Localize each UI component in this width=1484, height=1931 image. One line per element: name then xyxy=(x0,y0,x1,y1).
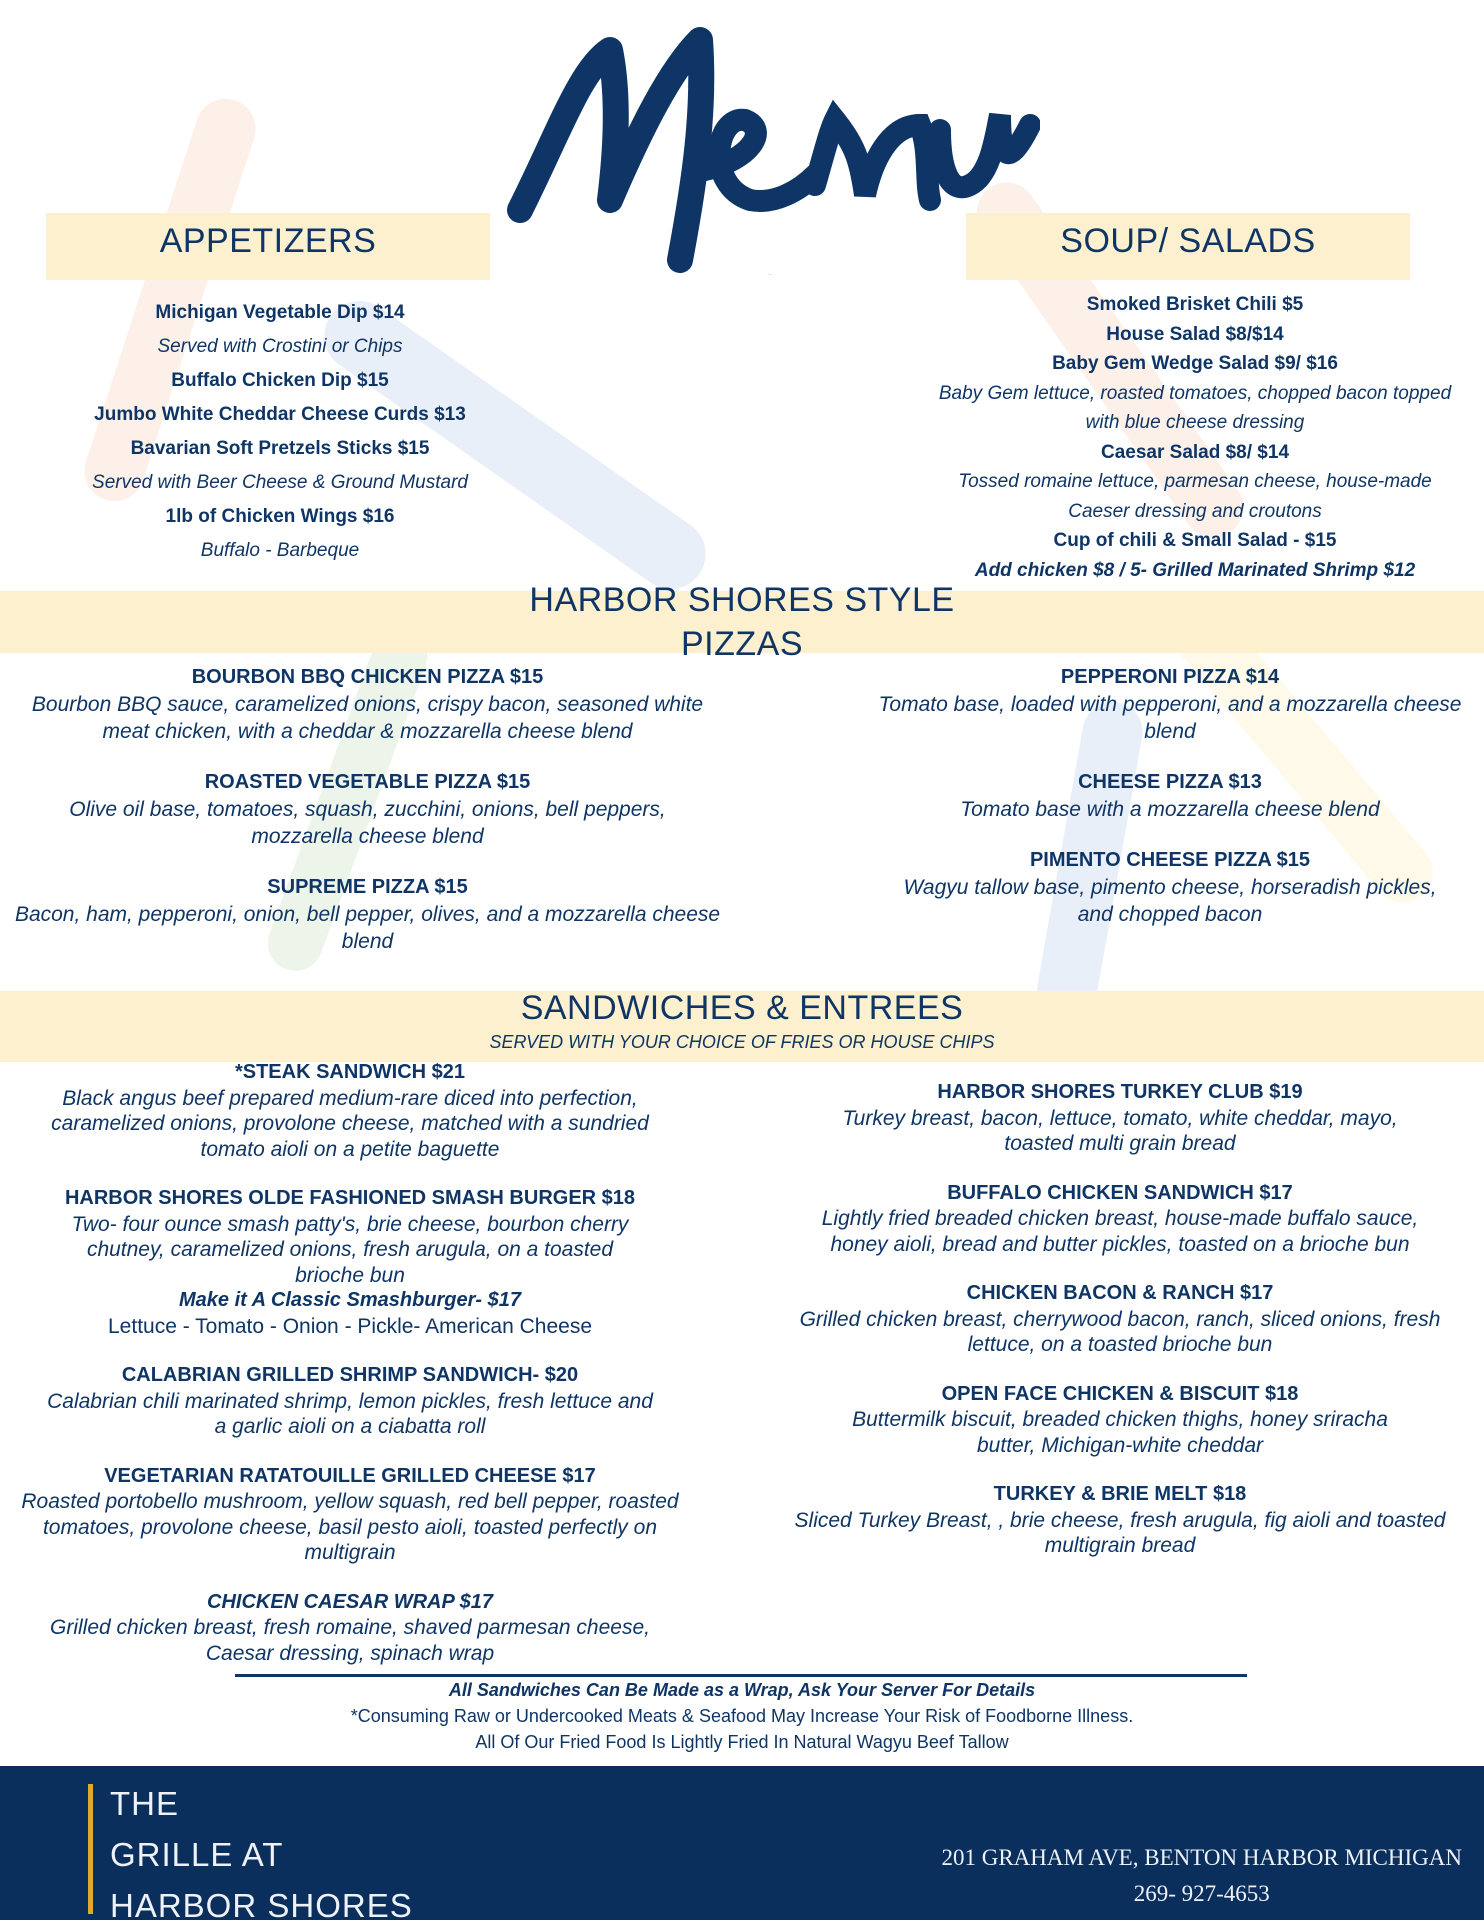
sandwiches-subheading: SERVED WITH YOUR CHOICE OF FRIES OR HOUSE CHIPS xyxy=(489,1032,995,1052)
pizza-title: SUPREME PIZZA $15 xyxy=(267,876,468,898)
menu-item-title: Jumbo White Cheddar Cheese Curds $13 xyxy=(94,404,466,425)
sandwiches-left xyxy=(20,1060,680,1666)
appetizers-heading: APPETIZERS xyxy=(159,222,377,260)
brand-accent-bar xyxy=(88,1784,93,1914)
address: 201 GRAHAM AVE, BENTON HARBOR MICHIGAN xyxy=(941,1845,1462,1870)
menu-item-desc: Served with Crostini or Chips xyxy=(157,336,403,357)
menu-item-desc: Tossed romaine lettuce, parmesan cheese, house-made Caeser dressing and croutons xyxy=(958,471,1432,522)
menu-item-desc: Baby Gem lettuce, roasted tomatoes, chopped bacon topped with blue cheese dressing xyxy=(938,382,1452,433)
menu-item-title: Caesar Salad $8/ $14 xyxy=(1100,441,1290,463)
pizza-desc: Olive oil base, tomatoes, squash, zucchini, onions, bell peppers, mozzarella cheese blend xyxy=(69,798,666,848)
sandwich-title: OPEN FACE CHICKEN & BISCUIT $18 xyxy=(941,1382,1299,1405)
pizza-title: PEPPERONI PIZZA $14 xyxy=(1060,666,1280,688)
sandwich-desc: Lightly fried breaded chicken breast, house-made buffalo sauce, honey aioli, bread and butter pickles, toasted on a brioche bun xyxy=(821,1207,1419,1256)
menu-item-title: Bavarian Soft Pretzels Sticks $15 xyxy=(130,438,430,459)
pizzas-heading-line1: HARBOR SHORES STYLE xyxy=(529,581,955,619)
appetizers-section xyxy=(46,222,490,261)
menu-item-title: Michigan Vegetable Dip $14 xyxy=(155,302,405,323)
soups-list xyxy=(910,290,1480,585)
sandwich-title: CHICKEN CAESAR WRAP $17 xyxy=(207,1590,493,1613)
pizza-desc: Tomato base, loaded with pepperoni, and a mozzarella cheese blend xyxy=(878,693,1462,743)
menu-item-title: Buffalo Chicken Dip $15 xyxy=(171,370,389,391)
pizzas-heading-line2: PIZZAS xyxy=(680,625,804,663)
sandwich-desc: Buttermilk biscuit, breaded chicken thighs, honey sriracha butter, Michigan-white cheddar xyxy=(852,1408,1388,1457)
menu-item-title: Smoked Brisket Chili $5 xyxy=(1086,294,1304,315)
smashburger-option-title: Make it A Classic Smashburger- $17 xyxy=(179,1289,521,1311)
pizza-desc: Bacon, ham, pepperoni, onion, bell pepper, olives, and a mozzarella cheese blend xyxy=(14,903,721,953)
contact-info xyxy=(941,1840,1462,1912)
pizza-title: PIMENTO CHEESE PIZZA $15 xyxy=(1029,849,1311,871)
menu-item-desc: Served with Beer Cheese & Ground Mustard xyxy=(92,472,468,493)
sandwich-desc: Roasted portobello mushroom, yellow squash, red bell pepper, roasted tomatoes, provolone cheese, basil pesto aioli, toasted perfectly on multigrain xyxy=(21,1490,679,1564)
menu-item-title: Baby Gem Wedge Salad $9/ $16 xyxy=(1052,353,1338,374)
sandwiches-right xyxy=(790,1080,1450,1559)
appetizers-list xyxy=(30,296,530,568)
pizza-desc: Tomato base with a mozzarella cheese blend xyxy=(960,798,1380,821)
sandwich-desc: Black angus beef prepared medium-rare diced into perfection, caramelized onions, provolone cheese, matched with a sundried tomato aioli on a petite baguette xyxy=(51,1086,649,1161)
sandwich-desc: Grilled chicken breast, fresh romaine, shaved parmesan cheese, Caesar dressing, spinach wrap xyxy=(50,1616,650,1665)
footer xyxy=(0,1766,1484,1924)
pizzas-heading xyxy=(0,578,1484,666)
menu-item-title: House Salad $8/$14 xyxy=(1106,323,1284,345)
sandwich-desc: Sliced Turkey Breast, , brie cheese, fresh arugula, fig aioli and toasted multigrain bread xyxy=(794,1508,1446,1557)
sandwich-desc: Turkey breast, bacon, lettuce, tomato, white cheddar, mayo, toasted multi grain bread xyxy=(842,1106,1398,1155)
menu-item-title: 1lb of Chicken Wings $16 xyxy=(165,506,395,527)
menu-item-title: Cup of chili & Small Salad - $15 xyxy=(1053,530,1337,551)
fried-food-note: All Of Our Fried Food Is Lightly Fried In Natural Wagyu Beef Tallow xyxy=(475,1732,1009,1752)
sandwich-title: *STEAK SANDWICH $21 xyxy=(234,1061,466,1083)
menu-title-script xyxy=(500,10,1040,280)
sandwiches-heading xyxy=(0,989,1484,1053)
sandwich-title: HARBOR SHORES TURKEY CLUB $19 xyxy=(937,1081,1303,1103)
sandwich-title: VEGETARIAN RATATOUILLE GRILLED CHEESE $17 xyxy=(104,1464,596,1487)
sandwich-title: TURKEY & BRIE MELT $18 xyxy=(993,1483,1247,1505)
pizzas-right xyxy=(870,664,1470,928)
pizza-title: BOURBON BBQ CHICKEN PIZZA $15 xyxy=(191,666,544,688)
brand-line: THE xyxy=(110,1785,179,1822)
sandwiches-heading-title: SANDWICHES & ENTREES xyxy=(520,989,964,1027)
menu-item-desc: Buffalo - Barbeque xyxy=(200,540,360,561)
brand-line: HARBOR SHORES xyxy=(110,1887,413,1924)
sandwich-desc: Two- four ounce smash patty's, brie cheese, bourbon cherry chutney, caramelized onions, fresh arugula, on a toasted brioche bun xyxy=(71,1212,629,1287)
notes-section xyxy=(0,1677,1484,1755)
wrap-note: All Sandwiches Can Be Made as a Wrap, Ask Your Server For Details xyxy=(448,1680,1036,1700)
smashburger-option-desc: Lettuce - Tomato - Onion - Pickle- American Cheese xyxy=(108,1314,592,1338)
sandwich-desc: Calabrian chili marinated shrimp, lemon pickles, fresh lettuce and a garlic aioli on a ciabatta roll xyxy=(47,1389,653,1438)
pizza-desc: Bourbon BBQ sauce, caramelized onions, crispy bacon, seasoned white meat chicken, with a cheddar & mozzarella cheese blend xyxy=(31,693,704,743)
sandwich-title: BUFFALO CHICKEN SANDWICH $17 xyxy=(947,1181,1293,1204)
raw-meat-note: *Consuming Raw or Undercooked Meats & Seafood May Increase Your Risk of Foodborne Illness. xyxy=(350,1706,1134,1726)
sandwich-title: HARBOR SHORES OLDE FASHIONED SMASH BURGER $18 xyxy=(64,1187,636,1209)
pizzas-left xyxy=(10,664,725,955)
brand-line: GRILLE AT xyxy=(110,1836,284,1873)
soups-addon: Add chicken $8 / 5- Grilled Marinated Shrimp $12 xyxy=(974,559,1416,581)
restaurant-brand xyxy=(110,1778,413,1931)
pizza-desc: Wagyu tallow base, pimento cheese, horseradish pickles, and chopped bacon xyxy=(903,876,1437,926)
sandwich-title: CHICKEN BACON & RANCH $17 xyxy=(966,1282,1274,1304)
sandwich-title: CALABRIAN GRILLED SHRIMP SANDWICH- $20 xyxy=(121,1364,579,1386)
pizza-title: ROASTED VEGETABLE PIZZA $15 xyxy=(204,771,531,793)
soups-heading: SOUP/ SALADS xyxy=(1060,222,1316,260)
sandwich-desc: Grilled chicken breast, cherrywood bacon, ranch, sliced onions, fresh lettuce, on a toasted brioche bun xyxy=(799,1307,1441,1356)
phone: 269- 927-4653 xyxy=(1133,1881,1270,1906)
menu-title-text: Menu xyxy=(768,275,772,276)
pizza-title: CHEESE PIZZA $13 xyxy=(1078,771,1262,793)
